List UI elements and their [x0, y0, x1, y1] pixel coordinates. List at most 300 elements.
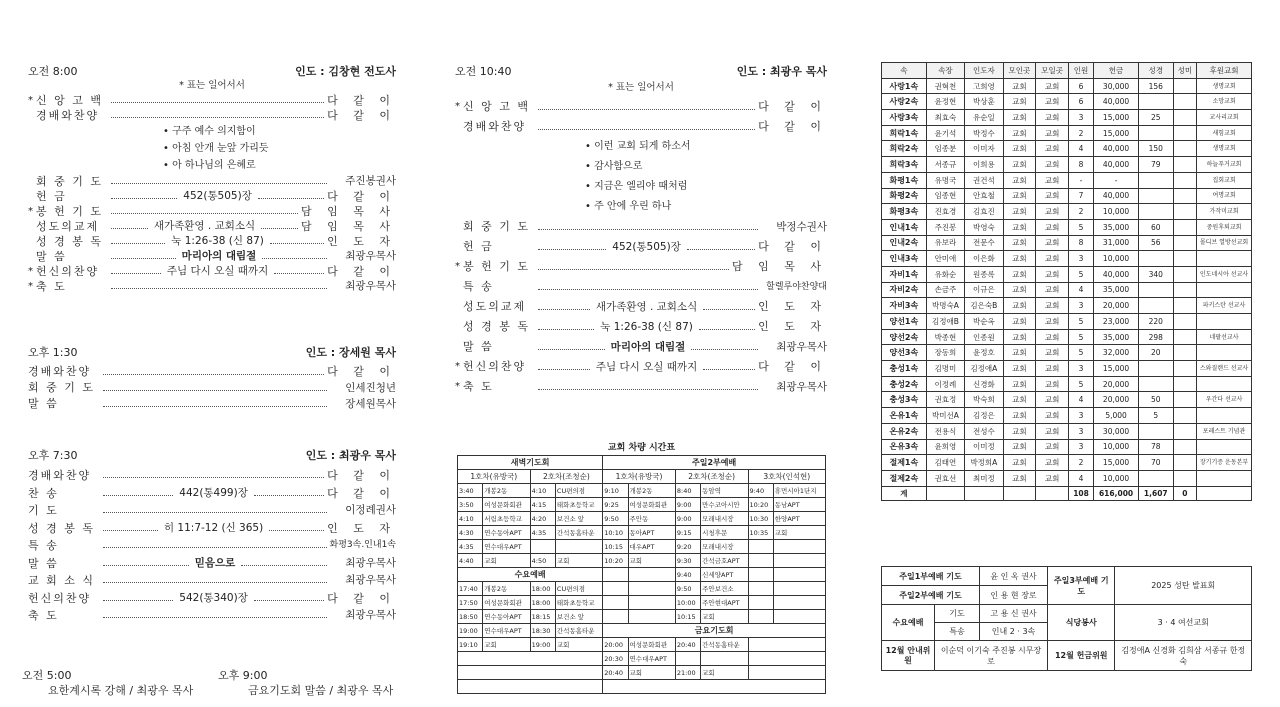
table-cell: 인내2속	[882, 235, 927, 251]
table-cell: 박명숙A	[926, 298, 964, 314]
order-item-person: 다 같 이	[758, 360, 827, 373]
order-item-person: 최광우목사	[345, 280, 396, 292]
bus-cell	[701, 652, 748, 666]
order-item-label: 말 씀	[463, 340, 494, 353]
table-cell: 교회	[1036, 376, 1069, 392]
leader-dots	[111, 183, 327, 184]
leader-dots	[703, 369, 755, 370]
bus-row	[458, 456, 826, 470]
table-cell: 3	[1068, 110, 1093, 126]
total-cell	[965, 486, 1003, 500]
order-item-label: 축 도	[36, 280, 67, 293]
table-cell: 교회	[1036, 188, 1069, 204]
table-cell: 김은숙B	[965, 298, 1003, 314]
bus-cell: 교회	[555, 554, 602, 568]
table-cell	[1173, 314, 1196, 330]
bus-cell: 교회	[628, 554, 675, 568]
table-cell: 4	[1068, 470, 1093, 486]
order-item	[455, 277, 827, 297]
order-item-person: 최광우목사	[345, 556, 397, 569]
order-item-person: 인세진청년	[345, 382, 396, 394]
total-cell: 108	[1068, 486, 1093, 500]
table-row	[882, 439, 1252, 455]
table-row	[882, 172, 1252, 188]
bus-cell: 태화초등학교	[555, 498, 602, 512]
bus-cell	[773, 610, 825, 624]
table-row	[882, 345, 1252, 361]
column-header: 모인곳	[1003, 63, 1036, 79]
bus-cell: 1호차(유방국)	[603, 470, 676, 484]
bus-cell: 만수코아시안	[701, 498, 748, 512]
bus-cell	[458, 652, 603, 666]
bus-cell: 10:35	[748, 526, 773, 540]
order-item-label: 헌 금	[463, 240, 494, 253]
table-cell: 온유1속	[882, 408, 927, 424]
sun3-who: 2025 성탄 발표회	[1115, 567, 1252, 605]
table-cell: 교회	[1003, 282, 1036, 298]
order-item-label: 경배와찬양	[463, 120, 527, 133]
leader-dots	[103, 495, 173, 496]
leader-dots	[538, 329, 594, 330]
table-cell: 충성2속	[882, 376, 927, 392]
order-item-person: 인 도 자	[327, 521, 397, 535]
sun1-label: 주일1부예배 기도	[882, 567, 980, 586]
table-cell: 화평3속	[882, 204, 927, 220]
order-item-person: 다 같 이	[327, 365, 396, 378]
sun3-label: 주일3부예배 기도	[1048, 567, 1115, 605]
bus-cell: 4:10	[530, 484, 555, 498]
bus-cell: 19:00	[458, 624, 483, 638]
table-cell: 교회	[1003, 298, 1036, 314]
table-cell: 교회	[1003, 78, 1036, 94]
table-cell: 교회	[1036, 110, 1069, 126]
table-cell: 원종록	[965, 266, 1003, 282]
leader-dots	[103, 617, 327, 618]
column-left-3	[28, 448, 396, 625]
table-cell: 5	[1068, 314, 1093, 330]
table-row	[882, 110, 1252, 126]
bus-cell: 9:10	[603, 484, 628, 498]
praise-song: • 주 안에 우린 하나	[585, 201, 672, 212]
table-cell: 교회	[1036, 94, 1069, 110]
order-item-person: 다 같 이	[327, 109, 396, 122]
table-cell: 장동희	[926, 345, 964, 361]
footer-dawn-desc: 요한계시록 강해 / 최광우 목사	[48, 684, 194, 697]
table-row	[882, 470, 1252, 486]
service-time: 오전 10:40	[455, 65, 512, 78]
bus-cell	[773, 582, 825, 596]
wed-song-label: 특송	[935, 623, 980, 641]
praise-song: • 아침 안개 눈앞 가리듯	[163, 143, 269, 154]
table-cell: 자비2속	[882, 282, 927, 298]
table-cell: 박상훈	[965, 94, 1003, 110]
bus-cell	[748, 596, 773, 610]
table-cell: 충성3속	[882, 392, 927, 408]
total-cell: 계	[882, 486, 927, 500]
table-row	[882, 376, 1252, 392]
footer-dawn-time: 오전 5:00	[22, 669, 72, 682]
table-cell: 권건석	[965, 172, 1003, 188]
order-item	[28, 590, 396, 608]
order-item-label: 성도의교제	[36, 220, 100, 233]
table-cell: 장기기증 운동본부	[1197, 455, 1252, 471]
table-row	[882, 157, 1252, 173]
table-cell: 이규은	[965, 282, 1003, 298]
table-cell: 교회	[1036, 219, 1069, 235]
leader-dots	[258, 198, 324, 199]
table-cell: 40,000	[1094, 141, 1139, 157]
table-cell	[1173, 282, 1196, 298]
table-cell	[1173, 204, 1196, 220]
table-cell: 생명교회	[1197, 78, 1252, 94]
service-8am-header	[28, 64, 396, 79]
leader-dots	[538, 249, 606, 250]
table-cell: 파키스탄 선교사	[1197, 298, 1252, 314]
table-cell: 교회	[1036, 172, 1069, 188]
table-cell	[1173, 94, 1196, 110]
table-cell: 박미선A	[926, 408, 964, 424]
table-cell: 교회	[1003, 408, 1036, 424]
table-cell: 교회	[1003, 125, 1036, 141]
table-cell: 소망교회	[1197, 94, 1252, 110]
table-cell: 교회	[1003, 188, 1036, 204]
praise-song: • 지금은 엘리야 때처럼	[585, 181, 688, 192]
order-item-label: 회 중 기 도	[36, 175, 103, 188]
bus-cell	[748, 582, 773, 596]
table-cell	[1138, 423, 1173, 439]
table-row	[882, 94, 1252, 110]
wed-label: 수요예배	[882, 605, 935, 641]
table-cell: 유명국	[926, 172, 964, 188]
table-cell	[1197, 376, 1252, 392]
order-item-person: 인 도 자	[327, 235, 396, 248]
bus-cell: 18:50	[458, 610, 483, 624]
bus-cell: 보건소 앞	[555, 512, 602, 526]
service-730pm-order	[28, 467, 396, 625]
praise-song: • 감사함으로	[585, 161, 643, 172]
table-cell: 5	[1068, 266, 1093, 282]
table-cell: 40,000	[1094, 157, 1139, 173]
table-cell: 298	[1138, 329, 1173, 345]
column-header: 후원교회	[1197, 63, 1252, 79]
table-cell: 집회교회	[1197, 172, 1252, 188]
total-cell: 616,000	[1094, 486, 1139, 500]
table-row	[882, 266, 1252, 282]
leader-dots	[538, 109, 755, 110]
bus-cell	[603, 596, 628, 610]
table-cell: 교회	[1003, 141, 1036, 157]
table-cell: 권혁천	[926, 78, 964, 94]
order-item-person: 최광우목사	[345, 574, 396, 586]
bus-cell: 여성문화회관	[628, 638, 675, 652]
table-cell: 진효경	[926, 204, 964, 220]
order-item-label: 특 송	[463, 280, 494, 293]
table-cell: 교회	[1003, 266, 1036, 282]
bus-cell: 개봉2동	[483, 582, 530, 596]
table-cell: 25	[1138, 110, 1173, 126]
order-item-person: 박정수권사	[776, 221, 827, 233]
table-cell	[1197, 408, 1252, 424]
order-item	[28, 364, 396, 380]
table-cell: 교회	[1003, 314, 1036, 330]
table-cell: 10,000	[1094, 439, 1139, 455]
bus-cell: 4:30	[458, 526, 483, 540]
table-cell: 20,000	[1094, 392, 1139, 408]
column-header: 모일곳	[1036, 63, 1069, 79]
table-cell: 권효선	[926, 470, 964, 486]
bus-cell: 태화초등학교	[555, 596, 602, 610]
order-item-label: 경배와찬양	[28, 365, 92, 378]
table-cell: 윤정호	[965, 345, 1003, 361]
table-row	[882, 204, 1252, 220]
bus-cell: 연수대우APT	[483, 624, 530, 638]
order-item-person: 최광우목사	[345, 609, 396, 621]
order-item	[455, 317, 827, 337]
order-item-detail: 눅 1:26-38 (신 87)	[171, 235, 264, 247]
leader-dots	[103, 547, 327, 548]
table-cell: 교회	[1036, 298, 1069, 314]
column-left-2	[28, 345, 396, 412]
bus-cell: 9:00	[675, 512, 700, 526]
bus-cell: 10:20	[748, 498, 773, 512]
table-cell: 2	[1068, 455, 1093, 471]
bus-cell	[603, 610, 628, 624]
table-cell: 박숙희	[965, 392, 1003, 408]
column-header: 인원	[1068, 63, 1093, 79]
table-cell: 50	[1138, 392, 1173, 408]
table-cell: 교회	[1003, 361, 1036, 377]
bus-cell: 21:00	[675, 666, 700, 680]
order-item-detail: 새가족환영 . 교회소식	[153, 220, 256, 232]
bus-cell: 18:00	[530, 596, 555, 610]
bus-row	[458, 526, 826, 540]
bus-cell: 연수대우APT	[483, 540, 530, 554]
footer-night-time: 오후 9:00	[218, 669, 268, 682]
table-cell: 여명교회	[1197, 188, 1252, 204]
bus-row	[458, 596, 826, 610]
table-cell: 교회	[1036, 470, 1069, 486]
table-cell	[1173, 125, 1196, 141]
bus-cell: 간석동홈타운	[701, 638, 748, 652]
table-cell	[1197, 439, 1252, 455]
table-cell: 15,000	[1094, 361, 1139, 377]
order-item	[28, 467, 396, 485]
service-1040am-order	[455, 97, 827, 397]
table-cell: 유화순	[926, 266, 964, 282]
leader-dots	[111, 198, 177, 199]
bus-row	[458, 470, 826, 484]
leader-dots	[538, 349, 605, 350]
order-item	[28, 396, 396, 412]
order-item-label: 축 도	[28, 609, 59, 622]
bus-cell: 교회	[555, 638, 602, 652]
order-item	[455, 257, 827, 277]
table-cell: 교회	[1036, 345, 1069, 361]
sun2-who: 인 용 현 장로	[980, 586, 1048, 605]
bus-cell: 9:30	[675, 554, 700, 568]
table-cell: 교회	[1003, 251, 1036, 267]
bus-cell	[628, 610, 675, 624]
table-cell	[1197, 470, 1252, 486]
bus-cell: 교회	[701, 666, 748, 680]
table-row	[882, 125, 1252, 141]
table-cell: 2	[1068, 204, 1093, 220]
table-row	[882, 361, 1252, 377]
bus-cell: 간석동홈타운	[555, 526, 602, 540]
order-item-detail: 믿음으로	[194, 556, 236, 569]
leader-dots	[111, 258, 176, 259]
table-cell: 5	[1068, 345, 1093, 361]
bus-cell: 10:30	[748, 512, 773, 526]
table-cell	[1138, 361, 1173, 377]
order-item	[28, 249, 396, 264]
order-item	[455, 337, 827, 357]
table-cell: 인내3속	[882, 251, 927, 267]
order-item-person: 최광우목사	[776, 341, 827, 353]
order-item-person: 다 같 이	[758, 240, 827, 253]
bus-cell: 주안현대APT	[701, 596, 748, 610]
bus-cell: 10:00	[675, 596, 700, 610]
standing-mark: *	[455, 261, 460, 272]
order-item-label: 신 앙 고 백	[36, 94, 103, 107]
table-cell: 70	[1138, 455, 1173, 471]
table-cell: 윤기석	[926, 125, 964, 141]
table-cell	[1173, 470, 1196, 486]
order-item-detail: 마리아의 대림절	[181, 250, 257, 262]
bus-row	[458, 680, 826, 694]
table-cell	[1138, 125, 1173, 141]
leader-dots	[103, 390, 327, 391]
bus-cell: 한양APT	[773, 512, 825, 526]
bus-cell: 동아APT	[628, 526, 675, 540]
bus-cell: 4:35	[458, 540, 483, 554]
table-cell: 신경화	[965, 376, 1003, 392]
leader-dots	[538, 269, 729, 270]
bus-cell: 교회	[773, 526, 825, 540]
bus-cell: 여성문화회관	[628, 498, 675, 512]
order-item-detail: 542(통340)장	[179, 591, 248, 604]
table-cell: 교회	[1003, 376, 1036, 392]
order-item	[455, 97, 827, 117]
table-cell	[1138, 204, 1173, 220]
table-cell	[1173, 439, 1196, 455]
table-cell: 교회	[1003, 157, 1036, 173]
table-cell: 교회	[1003, 235, 1036, 251]
bus-section-sun2: 주일2부예배	[603, 456, 826, 470]
leader-dots	[687, 249, 755, 250]
table-cell: 6	[1068, 78, 1093, 94]
bus-cell	[555, 540, 602, 554]
table-cell: 20,000	[1094, 376, 1139, 392]
table-cell: 15,000	[1094, 455, 1139, 471]
table-cell: 중원후퇴교회	[1197, 219, 1252, 235]
total-cell	[1036, 486, 1069, 500]
table-row	[882, 141, 1252, 157]
bus-cell: 모래내시장	[701, 540, 748, 554]
table-cell	[1197, 345, 1252, 361]
table-cell: 이정례	[926, 376, 964, 392]
order-item-label: 신 앙 고 백	[463, 100, 530, 113]
bus-cell: 주안보건소	[701, 582, 748, 596]
table-cell: 네팔선교사	[1197, 329, 1252, 345]
bus-row	[458, 484, 826, 498]
order-item-person: 다 같 이	[327, 94, 396, 107]
bus-cell	[773, 568, 825, 582]
table-cell: -	[1068, 172, 1093, 188]
bus-cell	[748, 540, 773, 554]
table-cell: 김정은	[965, 408, 1003, 424]
table-cell	[1173, 188, 1196, 204]
bus-cell	[603, 582, 628, 596]
table-cell: 사랑2속	[882, 94, 927, 110]
bus-cell: 4:20	[530, 512, 555, 526]
table-cell: 60	[1138, 219, 1173, 235]
table-cell: 2	[1068, 125, 1093, 141]
order-item-person: 다 같 이	[327, 486, 396, 500]
bus-row	[458, 512, 826, 526]
leader-dots	[111, 228, 148, 229]
bus-row	[458, 610, 826, 624]
standing-mark: *	[455, 381, 460, 392]
order-item	[455, 117, 827, 137]
order-item-label: 찬 송	[28, 486, 59, 500]
bus-cell: 시청후문	[701, 526, 748, 540]
table-cell: 340	[1138, 266, 1173, 282]
table-cell: 교회	[1036, 282, 1069, 298]
table-cell: 최미정	[965, 470, 1003, 486]
order-item	[28, 380, 396, 396]
table-cell: 최효숙	[926, 110, 964, 126]
table-cell: 5,000	[1094, 408, 1139, 424]
table-cell: 절제2속	[882, 470, 927, 486]
service-time: 오후 1:30	[28, 346, 78, 359]
table-cell: 6	[1068, 94, 1093, 110]
table-cell: 온유3속	[882, 439, 927, 455]
table-cell: 이은화	[965, 251, 1003, 267]
order-item-person: 다 같 이	[327, 591, 396, 605]
table-cell: 35,000	[1094, 219, 1139, 235]
table-cell: 10,000	[1094, 251, 1139, 267]
bus-cell: 연수대우APT	[628, 652, 675, 666]
bus-cell: 17:50	[458, 596, 483, 610]
table-cell: 박종현	[926, 329, 964, 345]
bus-cell: 9:50	[603, 512, 628, 526]
table-cell: 이희용	[965, 157, 1003, 173]
table-cell: 박정수	[965, 125, 1003, 141]
table-row	[882, 392, 1252, 408]
table-row	[882, 423, 1252, 439]
table-cell: 이미자	[965, 141, 1003, 157]
bus-cell: 2호차(조청순)	[530, 470, 603, 484]
leader-dots	[103, 512, 327, 513]
bus-cell: 동남APT	[773, 498, 825, 512]
praise-song: • 아 하나님의 은혜로	[163, 160, 256, 171]
order-item-label: 특 송	[28, 539, 59, 552]
meal-label: 식당봉사	[1048, 605, 1115, 641]
bus-cell: 2호차(조청순)	[675, 470, 748, 484]
leader-dots	[538, 369, 590, 370]
bus-row	[458, 652, 826, 666]
table-cell	[1138, 298, 1173, 314]
bus-cell: 9:40	[675, 568, 700, 582]
bus-cell: 20:40	[603, 666, 628, 680]
service-1040am-header	[455, 64, 827, 79]
table-cell: 교회	[1036, 235, 1069, 251]
table-cell: 40,000	[1094, 266, 1139, 282]
table-cell: 손금주	[926, 282, 964, 298]
table-cell: 56	[1138, 235, 1173, 251]
bus-cell: 교회	[483, 638, 530, 652]
